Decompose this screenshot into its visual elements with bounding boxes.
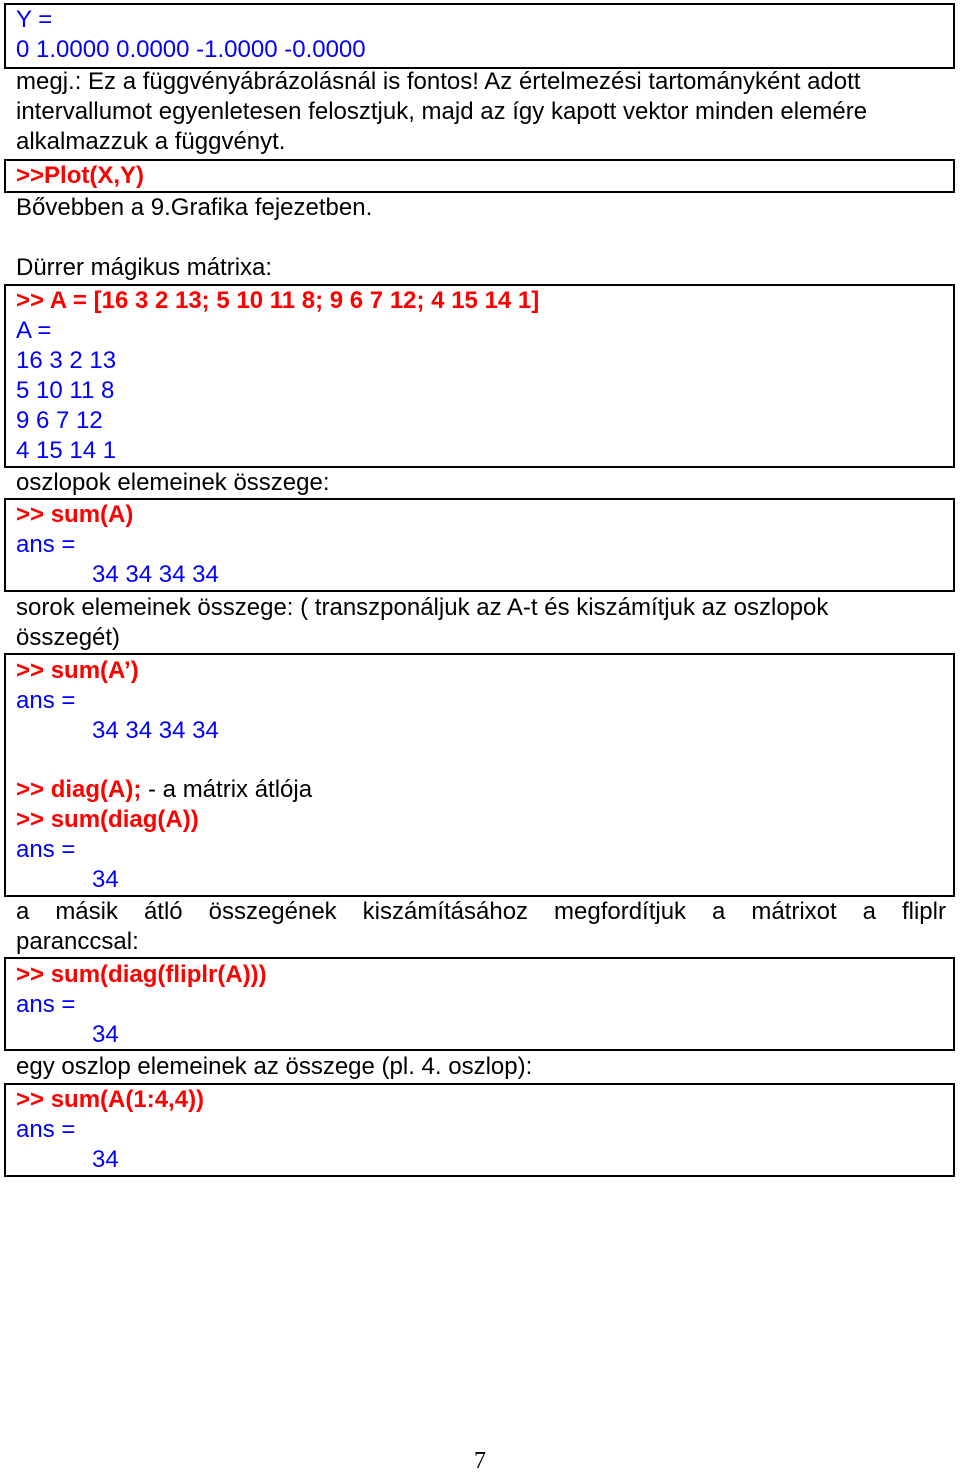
column-sum-command: >> sum(A(1:4,4)) [16,1086,205,1113]
y-label: Y = [16,6,53,33]
sum-diag-ans-label: ans = [16,836,76,863]
note-word: mátrixot [751,898,837,925]
note-word: a [712,898,726,925]
note-word: a [862,898,876,925]
fliplr-ans-label: ans = [16,991,76,1018]
fliplr-result: 34 [92,1021,119,1048]
note-grafika: Bővebben a 9.Grafika fejezetben. [16,194,373,221]
matrix-row-3: 9 6 7 12 [16,407,103,434]
sum-ans-label: ans = [16,531,76,558]
note-fliplr-line-1 [16,897,946,927]
fliplr-command: >> sum(diag(fliplr(A))) [16,961,267,988]
sum-result: 34 34 34 34 [92,561,219,588]
diag-command: >> diag(A); [16,776,142,803]
note-rows-1: sorok elemeinek összege: ( transzponáljuk az A-t és kiszámítjuk az oszlopok [16,594,829,621]
plot-command: >>Plot(X,Y) [16,162,145,189]
note-word: kiszámításához [362,898,529,925]
column-sum-ans-label: ans = [16,1116,76,1143]
matrix-row-1: 16 3 2 13 [16,347,117,374]
note-columns: oszlopok elemeinek összege: [16,469,330,496]
note-word: átló [143,898,183,925]
note-line-1: megj.: Ez a függvényábrázolásnál is fontos! Az értelmezési tartományként adott [16,68,861,95]
sum-transpose-ans-label: ans = [16,687,76,714]
page-number: 7 [474,1448,486,1474]
sum-diag-result: 34 [92,866,119,893]
sum-transpose-result: 34 34 34 34 [92,717,219,744]
diag-comment: - a mátrix átlója [141,776,313,803]
note-word: fliplr [901,898,946,925]
sum-diag-command: >> sum(diag(A)) [16,806,199,833]
diag-line [16,775,312,805]
note-word: a [16,898,30,925]
matrix-label: A = [16,317,52,344]
y-values: 0 1.0000 0.0000 -1.0000 -0.0000 [16,36,366,63]
column-sum-result: 34 [92,1146,119,1173]
note-rows-2: összegét) [16,624,121,651]
note-line-3: alkalmazzuk a függvényt. [16,128,286,155]
matrix-command: >> A = [16 3 2 13; 5 10 11 8; 9 6 7 12; 4 15 14 1] [16,287,540,314]
sum-transpose-command: >> sum(A’) [16,657,139,684]
sum-command: >> sum(A) [16,501,134,528]
matrix-row-2: 5 10 11 8 [16,377,115,404]
note-line-2: intervallumot egyenletesen felosztjuk, majd az így kapott vektor minden elemére [16,98,868,125]
durer-heading: Dürrer mágikus mátrixa: [16,254,273,281]
note-word: megfordítjuk [554,898,687,925]
note-word: másik [55,898,118,925]
note-fliplr-line-2: paranccsal: [16,928,139,955]
note-column-sum: egy oszlop elemeinek az összege (pl. 4. oszlop): [16,1053,533,1080]
code-box-plot [4,159,955,193]
note-word: összegének [208,898,337,925]
matrix-row-4: 4 15 14 1 [16,437,117,464]
